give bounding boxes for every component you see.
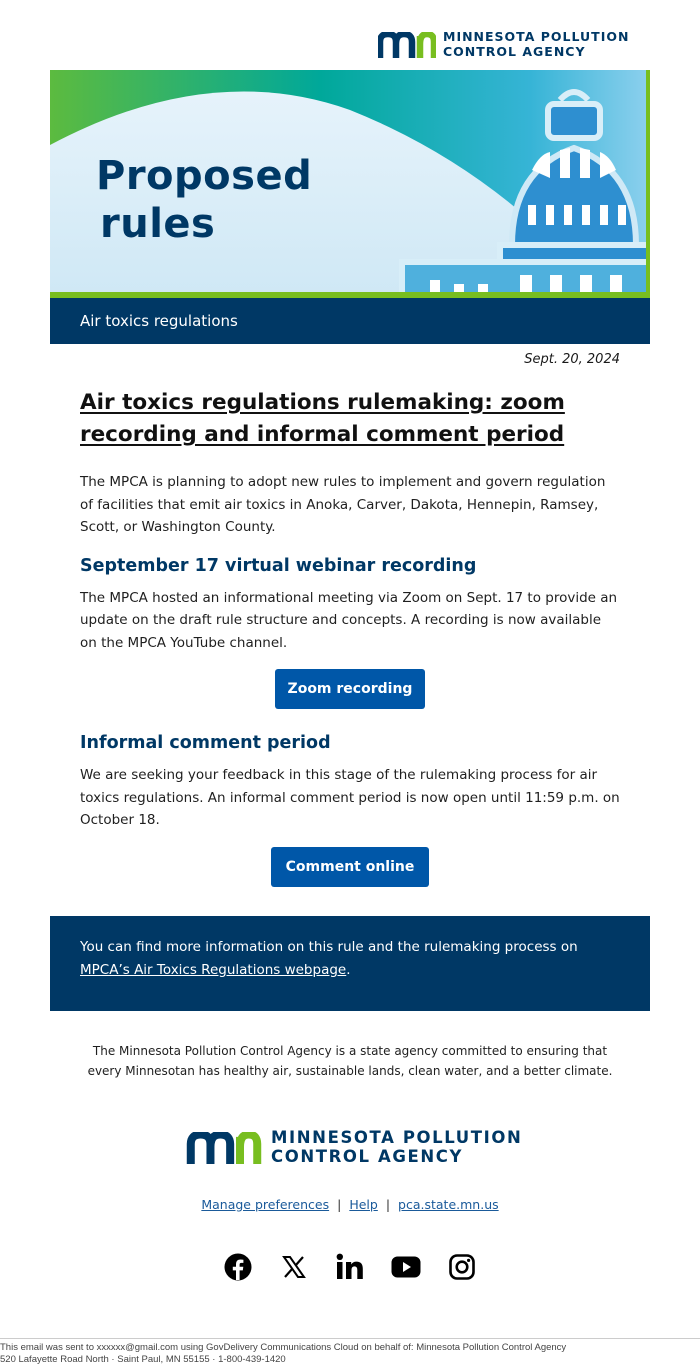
section-comment-body: We are seeking your feedback in this stage of the rulemaking process for air toxics regulations. An informal comment period is now open until 11:59 p.m. on October 18.	[80, 767, 620, 828]
section-webinar-body: The MPCA hosted an informational meeting via Zoom on Sept. 17 to provide an update on the draft rule structure and concepts. A recording is now available on the MPCA YouTube channel.	[80, 589, 618, 651]
logo-line-1: MINNESOTA POLLUTION	[271, 1128, 523, 1147]
legal-footer	[0, 1338, 700, 1366]
footer-links	[0, 1197, 700, 1212]
mpca-logo-header[interactable]	[378, 31, 629, 58]
help-link[interactable]: Help	[349, 1197, 378, 1212]
manage-preferences-link[interactable]: Manage preferences	[201, 1197, 330, 1212]
website-link[interactable]: pca.state.mn.us	[398, 1197, 499, 1212]
instagram-icon[interactable]	[447, 1250, 477, 1284]
article-intro: The MPCA is planning to adopt new rules to implement and govern regulation of facilities that emit air toxics in Anoka, Carver, Dakota, Hennepin, Ramsey, Scott, or Washington County.	[80, 474, 606, 535]
legal-line-2: 520 Lafayette Road North · Saint Paul, MN 55155 · 1-800-439-1420	[0, 1354, 286, 1365]
section-webinar-heading: September 17 virtual webinar recording	[80, 555, 477, 576]
facebook-icon[interactable]	[223, 1250, 253, 1284]
hero-title-line-1: Proposed	[96, 153, 313, 199]
section-comment-heading: Informal comment period	[80, 733, 331, 753]
mpca-logo-text	[271, 1130, 522, 1165]
zoom-recording-button[interactable]: Zoom recording	[275, 669, 425, 709]
hero-title	[96, 152, 312, 248]
more-info-band	[50, 916, 650, 1011]
mpca-logo-mark-icon	[186, 1132, 262, 1164]
mpca-logo-mark-icon	[378, 32, 436, 58]
mission-statement: The Minnesota Pollution Control Agency is a state agency committed to ensuring that every Minnesotan has healthy air, sustainable lands, clean water, and a better climate.	[87, 1044, 613, 1078]
link-separator: |	[385, 1197, 391, 1212]
logo-line-1: MINNESOTA POLLUTION	[443, 29, 630, 44]
mpca-logo-footer[interactable]	[186, 1130, 522, 1165]
logo-line-2: CONTROL AGENCY	[271, 1146, 464, 1166]
comment-online-button[interactable]: Comment online	[271, 847, 429, 887]
hero-title-line-2: rules	[100, 201, 216, 247]
youtube-icon[interactable]	[391, 1250, 421, 1284]
more-info-end: .	[346, 962, 351, 978]
article-heading[interactable]: Air toxics regulations rulemaking: zoom recording and informal comment period	[80, 390, 565, 447]
more-info-text: You can find more information on this rule and the rulemaking process on	[80, 939, 578, 955]
air-toxics-webpage-link[interactable]: MPCA’s Air Toxics Regulations webpage	[80, 962, 347, 978]
publish-date: Sept. 20, 2024	[524, 352, 620, 367]
mpca-logo-text	[443, 31, 629, 58]
social-links	[0, 1250, 700, 1284]
hero-banner	[50, 70, 650, 344]
article-content	[80, 387, 620, 887]
legal-line-1: This email was sent to xxxxxx@gmail.com using GovDelivery Communications Cloud on behalf of: Minnesota Pollution Control Agency	[0, 1342, 567, 1353]
linkedin-icon[interactable]	[335, 1250, 365, 1284]
logo-line-2: CONTROL AGENCY	[443, 43, 586, 59]
x-icon[interactable]	[279, 1250, 309, 1284]
link-separator: |	[337, 1197, 342, 1212]
hero-band-label: Air toxics regulations	[50, 298, 650, 344]
